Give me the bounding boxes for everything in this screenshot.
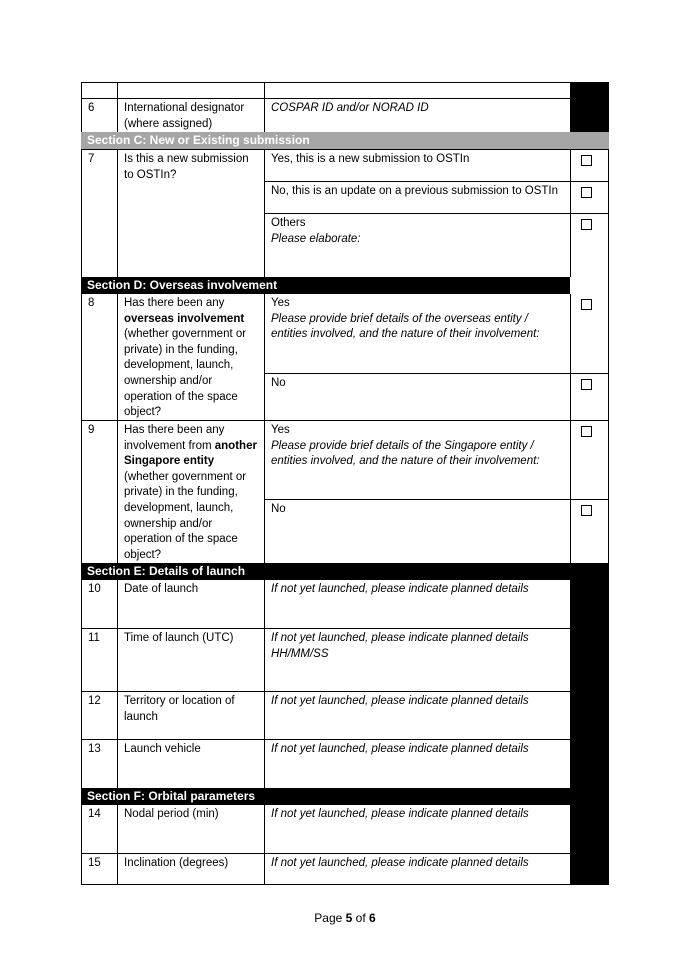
cell-answer (264, 82, 570, 98)
option-label: No (264, 499, 570, 563)
option-label: Yes (271, 297, 290, 309)
question-text-part: (whether government or private) in the funding, development, launch, ownership and/or operation of the space object? (124, 328, 247, 419)
option-label: No, this is an update on a previous submission to OSTIn (264, 181, 570, 213)
question-text: International designator (where assigned) (117, 98, 264, 132)
section-c-header: Section C: New or Existing submission (81, 132, 609, 149)
page-number: 5 (345, 911, 353, 925)
question-text-bold: another Singapore entity (124, 439, 257, 468)
option-row (81, 294, 609, 373)
option-label: Yes, this is a new submission to OSTIn (264, 149, 570, 181)
option-cell (264, 420, 570, 499)
table-row-10 (81, 580, 609, 628)
option-cell (264, 213, 570, 277)
row-number: 15 (81, 853, 117, 885)
answer-hint: If not yet launched, please indicate planned details (271, 632, 529, 644)
row-number: 12 (81, 691, 117, 739)
question-text: Date of launch (117, 580, 264, 628)
option-row (81, 149, 609, 181)
checkbox[interactable] (581, 187, 592, 198)
footer-text: of (352, 911, 370, 925)
row-number: 7 (81, 149, 117, 277)
row-number: 14 (81, 805, 117, 853)
page-total: 6 (369, 911, 376, 925)
option-checkbox-cell (570, 294, 609, 373)
table-row-11 (81, 628, 609, 691)
option-label: Yes (271, 424, 290, 436)
checkbox[interactable] (581, 505, 592, 516)
option-checkbox-cell (570, 149, 609, 181)
section-e-header: Section E: Details of launch (81, 563, 609, 580)
table-row-15 (81, 853, 609, 885)
cell-blackout (570, 628, 609, 691)
answer-field[interactable]: If not yet launched, please indicate planned details (264, 580, 570, 628)
cell-blackout (570, 580, 609, 628)
question-text-bold: overseas involvement (124, 312, 245, 325)
table-row-6 (81, 98, 609, 132)
option-checkbox-cell (570, 420, 609, 499)
option-row (81, 181, 609, 213)
question-text: Is this a new submission to OSTIn? (117, 149, 264, 277)
cell-blackout (570, 805, 609, 853)
option-row (81, 373, 609, 420)
question-text-part: Has there been any involvement from (124, 424, 225, 452)
option-checkbox-cell (570, 213, 609, 277)
row-number: 9 (81, 420, 117, 563)
option-checkbox-cell (570, 499, 609, 563)
page-footer (0, 911, 690, 925)
answer-format: HH/MM/SS (271, 647, 329, 660)
cell-blackout (570, 739, 609, 788)
table-row-13 (81, 739, 609, 788)
section-d-header: Section D: Overseas involvement (81, 277, 570, 294)
table-row-blank (81, 82, 609, 98)
answer-field[interactable] (264, 628, 570, 691)
checkbox[interactable] (581, 299, 592, 310)
question-text: Nodal period (min) (117, 805, 264, 853)
option-row (81, 213, 609, 277)
cell-blackout (570, 691, 609, 739)
option-row (81, 499, 609, 563)
cell-num (81, 82, 117, 98)
footer-text: Page (314, 911, 346, 925)
cell-blackout (570, 98, 609, 132)
question-text: Inclination (degrees) (117, 853, 264, 885)
option-row (81, 420, 609, 499)
row-number: 6 (81, 98, 117, 132)
answer-field[interactable]: If not yet launched, please indicate planned details (264, 853, 570, 885)
checkbox[interactable] (581, 155, 592, 166)
option-checkbox-cell (570, 181, 609, 213)
answer-field[interactable]: If not yet launched, please indicate planned details (264, 805, 570, 853)
question-text: Launch vehicle (117, 739, 264, 788)
row-number: 8 (81, 294, 117, 420)
question-text: Time of launch (UTC) (117, 628, 264, 691)
answer-field[interactable]: If not yet launched, please indicate planned details (264, 691, 570, 739)
question-text: Territory or location of launch (117, 691, 264, 739)
answer-field[interactable]: COSPAR ID and/or NORAD ID (264, 98, 570, 132)
question-text-part: Has there been any (124, 297, 225, 309)
table-row-14 (81, 805, 609, 853)
option-label: No (264, 373, 570, 420)
checkbox[interactable] (581, 219, 592, 230)
cell-blackout (570, 853, 609, 885)
option-cell (264, 294, 570, 373)
cell-question (117, 82, 264, 98)
answer-field[interactable]: If not yet launched, please indicate planned details (264, 739, 570, 788)
row-number: 11 (81, 628, 117, 691)
option-detail[interactable]: Please elaborate: (271, 232, 361, 245)
row-number: 13 (81, 739, 117, 788)
table-row-12 (81, 691, 609, 739)
checkbox[interactable] (581, 426, 592, 437)
option-checkbox-cell (570, 373, 609, 420)
option-detail[interactable]: Please provide brief details of the overseas entity / entities involved, and the nature of their involvement: (271, 312, 540, 341)
option-label: Others (271, 217, 306, 229)
section-f-header: Section F: Orbital parameters (81, 788, 609, 805)
cell-blackout (570, 82, 609, 98)
checkbox[interactable] (581, 379, 592, 390)
section-d-header-end (570, 277, 609, 294)
question-text-part: (whether government or private) in the funding, development, launch, ownership and/or operation of the space object? (124, 470, 247, 561)
option-detail[interactable]: Please provide brief details of the Singapore entity / entities involved, and the nature of their involvement: (271, 439, 540, 468)
row-number: 10 (81, 580, 117, 628)
